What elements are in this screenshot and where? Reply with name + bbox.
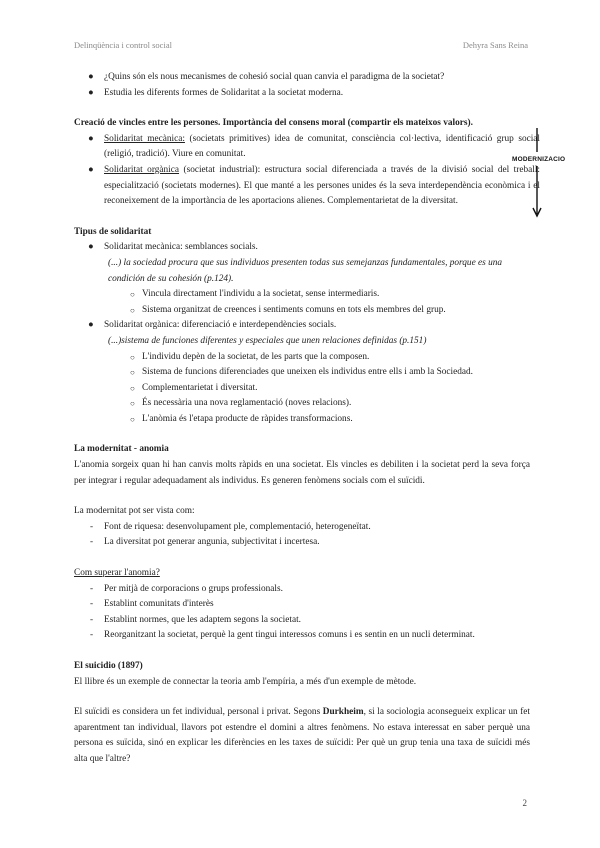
sub-item: ○ L'individu depèn de la societat, de les parts que la composen.	[74, 350, 530, 366]
dash-item: - Per mitjà de corporacions o grups professionals.	[90, 583, 283, 594]
modernizacio-label: MODERNIZACIO	[512, 156, 566, 163]
intro-bullet-2: ● Estudia les diferents formes de Solidaritat a la societat moderna.	[74, 86, 530, 102]
section-title-modernitat: La modernitat - anomia	[74, 444, 169, 455]
paragraph-suicidio-1: El llibre és un exemple de connectar la teoria amb l'empíria, a més d'un exemple de mètode.	[74, 676, 417, 687]
bullet-solidaritat-organica: ● Solidaritat orgànica (societat industrial): estructura social diferenciada a través de la divisió social del treball: especialització (societats modernes). El que manté a les persones unides és la seva interdependència econòmica i el reconeixement de la importància de les aportacions alienes. Complementarietat de la diversitat.	[88, 164, 540, 207]
dash-item: - Establint comunitats d'interès	[90, 599, 214, 610]
bullet-dot-icon: ●	[88, 72, 94, 82]
paragraph-suicidio-2: El suïcidi es considera un fet individual, personal i privat. Segons Durkheim, si la sociologia aconsegueix explicar un fet aparentment tan individual, llavors pot estendre el domini a altres fenòmens. No estava interessat en saber perquè una persona es suïcida, sinó en explicar les diferències en les taxes de suïcidi: Per què un grup tenia una taxa de suïcidi més alta que l'altre?	[74, 707, 530, 764]
circle-bullet-icon: ○	[130, 368, 135, 378]
arrow-down-icon	[531, 128, 543, 220]
bullet-dot-icon: ●	[88, 87, 94, 98]
bullet-dot-icon: ●	[88, 320, 94, 331]
bullet-dot-icon: ●	[88, 164, 94, 175]
dash-item: - Reorganitzant la societat, perquè la gent tingui interessos comuns i es sentin en un nucli determinat.	[90, 630, 475, 641]
bullet-dot-icon: ●	[88, 133, 94, 144]
section-title-suicidio: El suicidio (1897)	[74, 661, 143, 671]
sub-item: ○ L'anòmia és l'etapa producte de ràpides transformacions.	[74, 412, 530, 428]
header-left: Delinqüència i control social	[74, 40, 172, 50]
bullet-dot-icon: ●	[88, 242, 94, 253]
sub-item: ○ Complementarietat i diversitat.	[74, 381, 530, 397]
intro-bullet-1: ● ¿Quins són els nous mecanismes de cohesió social quan canvia el paradigma de la societat?	[74, 70, 530, 86]
sub-item: ○ Sistema organitzat de creences i sentiments comuns en tots els membres del grup.	[74, 303, 530, 319]
header-right: Dehyra Sans Reina	[462, 40, 528, 50]
sub-item: ○ És necessària una nova reglamentació (noves relacions).	[74, 396, 530, 412]
quote-organica: (...)sistema de funciones diferentes y especiales que unen relaciones definidas (p.151)	[108, 335, 427, 346]
bullet-organica: ● Solidaritat orgànica: diferenciació e interdependències socials.	[74, 318, 530, 334]
bullet-mecanica: ● Solidaritat mecànica: semblances socials.	[74, 240, 530, 256]
circle-bullet-icon: ○	[130, 399, 135, 409]
dash-item: - Establint normes, que les adaptem segons la societat.	[90, 614, 301, 625]
circle-bullet-icon: ○	[130, 383, 135, 393]
circle-bullet-icon: ○	[130, 352, 135, 362]
sub-item: ○ Sistema de funcions diferenciades que uneixen els individus entre ells i amb la Sociedad.	[74, 365, 530, 381]
quote-mecanica: (...) la sociedad procura que sus individuos presenten todas sus semejanzas fundamentales, porque es una condición de su cohesión (p.124).	[108, 257, 503, 284]
section-title-vincles: Creació de vincles entre les persones. Importància del consens moral (compartir els mateixos valors).	[74, 118, 473, 129]
section-title-tipus: Tipus de solidaritat	[74, 226, 152, 237]
paragraph-anomia: L'anomia sorgeix quan hi han canvis molts ràpids en una societat. Els vincles es debiliten i la societat perd la seva força per integrar i regular adequadament als individus. Es generen fenòmens socials com el suïcidi.	[74, 460, 530, 486]
modernitat-lead: La modernitat pot ser vista com:	[74, 506, 195, 517]
sub-item: ○ Vincula directament l'individu a la societat, sense intermediaris.	[74, 287, 530, 303]
circle-bullet-icon: ○	[130, 305, 135, 315]
circle-bullet-icon: ○	[130, 290, 135, 300]
bullet-solidaritat-mecanica: ● Solidaritat mecànica: (societats primitives) idea de comunitat, consciència col·lectiva, identificació grup social (religió, tradició). Viure en comunitat.	[88, 133, 541, 160]
circle-bullet-icon: ○	[130, 414, 135, 424]
page-number: 2	[522, 798, 527, 808]
dash-item: - Font de riquesa: desenvolupament ple, complementació, heterogeneïtat.	[90, 521, 371, 532]
how-title: Com superar l'anomia?	[74, 568, 160, 579]
dash-item: - La diversitat pot generar angunia, subjectivitat i incertesa.	[90, 537, 320, 548]
